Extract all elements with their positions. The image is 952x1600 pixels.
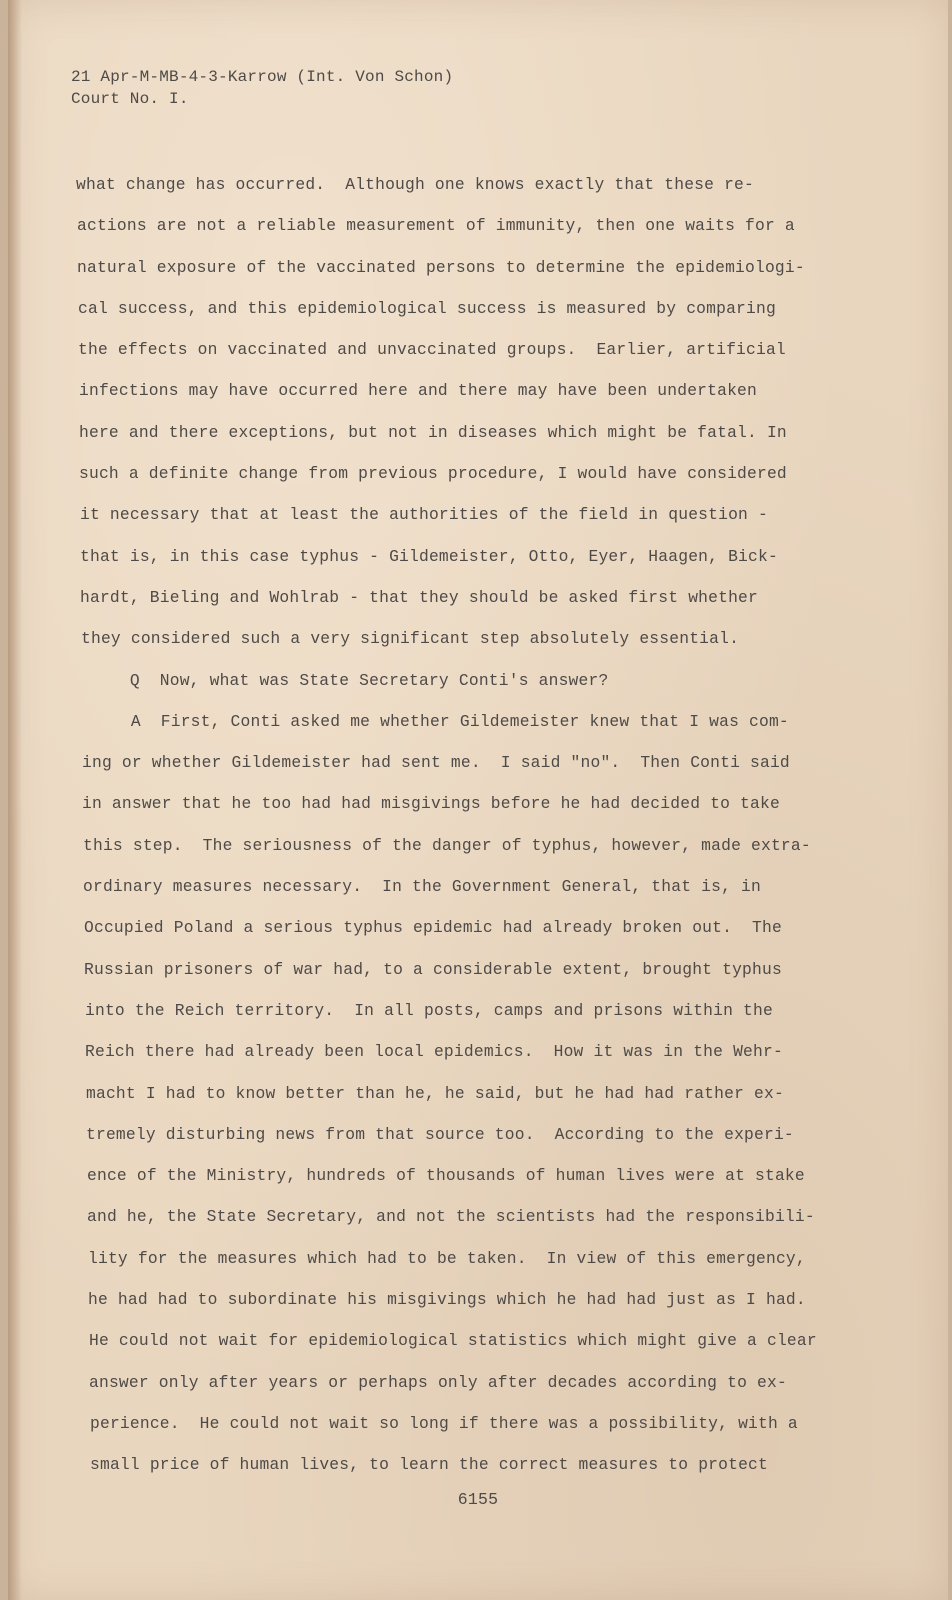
text-line: ence of the Ministry, hundreds of thousands of human lives were at stake: [87, 1166, 805, 1186]
header-court-line: Court No. I.: [71, 90, 189, 108]
text-line: ing or whether Gildemeister had sent me. I said "no". Then Conti said: [82, 753, 790, 773]
text-line: Russian prisoners of war had, to a considerable extent, brought typhus: [84, 959, 782, 979]
text-line: what change has occurred. Although one knows exactly that these re-: [76, 175, 754, 194]
text-line: He could not wait for epidemiological statistics which might give a clear: [89, 1331, 817, 1351]
text-line: perience. He could not wait so long if there was a possibility, with a: [90, 1413, 798, 1433]
answer-line: A First, Conti asked me whether Gildemeister knew that I was com-: [81, 711, 789, 731]
document-header: [71, 66, 453, 110]
text-line: ordinary measures necessary. In the Government General, that is, in: [83, 877, 761, 897]
text-line: macht I had to know better than he, he said, but he had had rather ex-: [86, 1083, 784, 1103]
text-line: into the Reich territory. In all posts, camps and prisons within the: [85, 1000, 773, 1020]
text-line: natural exposure of the vaccinated persons to determine the epidemiologi-: [77, 257, 805, 277]
text-line: in answer that he too had had misgivings before he had decided to take: [82, 794, 780, 814]
text-line: here and there exceptions, but not in diseases which might be fatal. In: [79, 422, 787, 442]
text-line: this step. The seriousness of the danger of typhus, however, made extra-: [83, 835, 811, 855]
document-page: [8, 0, 948, 1600]
text-line: small price of human lives, to learn the correct measures to protect: [90, 1455, 768, 1475]
text-line: it necessary that at least the authorities of the field in question -: [80, 505, 768, 525]
text-line: infections may have occurred here and there may have been undertaken: [79, 381, 757, 401]
text-line: hardt, Bieling and Wohlrab - that they should be asked first whether: [80, 587, 758, 607]
text-line: lity for the measures which had to be taken. In view of this emergency,: [88, 1248, 806, 1268]
text-line: cal success, and this epidemiological success is measured by comparing: [78, 298, 776, 318]
text-line: Occupied Poland a serious typhus epidemic had already broken out. The: [84, 918, 782, 938]
text-line: they considered such a very significant step absolutely essential.: [81, 629, 740, 649]
text-line: that is, in this case typhus - Gildemeister, Otto, Eyer, Haagen, Bick-: [80, 546, 778, 566]
question-line: Q Now, what was State Secretary Conti's answer?: [80, 670, 609, 690]
text-line: answer only after years or perhaps only after decades according to ex-: [89, 1372, 787, 1392]
text-line: he had had to subordinate his misgivings which he had had just as I had.: [88, 1290, 806, 1310]
text-line: actions are not a reliable measurement of immunity, then one waits for a: [77, 216, 795, 236]
page-number: 6155: [457, 1490, 499, 1509]
text-line: tremely disturbing news from that source too. According to the experi-: [86, 1124, 794, 1144]
text-line: the effects on vaccinated and unvaccinated groups. Earlier, artificial: [78, 340, 786, 360]
header-reference-line: 21 Apr-M-MB-4-3-Karrow (Int. Von Schon): [71, 68, 454, 86]
text-line: such a definite change from previous procedure, I would have considered: [79, 464, 787, 484]
text-line: Reich there had already been local epidemics. How it was in the Wehr-: [85, 1042, 783, 1062]
text-line: and he, the State Secretary, and not the scientists had the responsibili-: [87, 1207, 815, 1227]
transcript-body: [74, 164, 874, 1486]
torn-left-edge: [8, 0, 22, 1600]
